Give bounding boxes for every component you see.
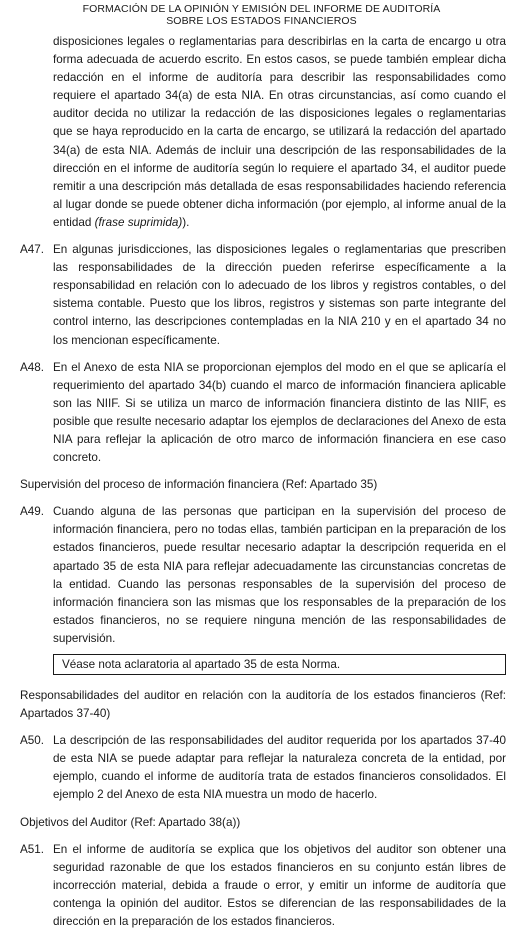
paragraph-number: A49.	[20, 505, 45, 519]
paragraph-a47	[20, 241, 506, 350]
paragraph-text: Cuando alguna de las personas que participan en la supervisión del proceso de información financiera, pero no todas ellas, también participan en la preparación de los estados financieros, puede resultar necesario adaptar la descripción requerida en el apartado 35 de esta NIA para reflejar adecuadamente las circunstancias concretas de la entidad. Cuando las personas responsables de la supervisión del proceso de información financiera son las mismas que los responsables de la preparación de los estados financieros, no se requiere ninguna mención de las responsabilidades de supervisión.	[53, 505, 506, 645]
running-header	[0, 3, 523, 27]
continuation-italic: (frase suprimida)	[94, 215, 183, 229]
section-heading-responsabilidades: Responsabilidades del auditor en relación con la auditoría de los estados financieros (Ref: Apartados 37-40)	[20, 689, 506, 721]
paragraph-a51	[20, 841, 506, 931]
paragraph-number: A47.	[20, 243, 45, 257]
header-line-2: SOBRE LOS ESTADOS FINANCIEROS	[166, 15, 357, 27]
paragraph-text: En el informe de auditoría se explica que los objetivos del auditor son obtener una seguridad razonable de que los estados financieros en su conjunto están libres de incorrección material, debida a fraude o error, y emitir un informe de auditoría que contenga la opinión del auditor. Estos se diferencian de las responsabilidades de la dirección en la preparación de los estados financieros.	[53, 842, 506, 929]
paragraph-number: A50.	[20, 734, 45, 748]
paragraph-text: En el Anexo de esta NIA se proporcionan ejemplos del modo en el que se aplicaría el requerimiento del apartado 34(b) cuando el marco de información financiera aplicable son las NIIF. Si se utiliza un marco de información financiera distinto de las NIIF, es posible que resulte necesario adaptar los ejemplos de declaraciones del Anexo de esta NIA para reflejar la aplicación de otro marco de información financiera en ese caso concreto.	[53, 360, 506, 465]
paragraph-a48	[20, 359, 506, 468]
continuation-text: disposiciones legales o reglamentarias para describirlas en la carta de encargo u otra forma adecuada de acuerdo escrito. En estos casos, se puede también emplear dicha redacción en el informe de auditoría para describir las responsabilidades como requiere el apartado 34(a) de esta NIA. En otras circunstancias, así como cuando el auditor decida no utilizar la redacción de las disposiciones legales o reglamentarias que se haya reproducido en la carta de encargo, se utilizará la redacción del apartado 34(a) de esta NIA. Además de incluir una descripción de las responsabilidades de la dirección en el informe de auditoría según lo requiere el apartado 34, el auditor puede remitir a una descripción más detallada de esas responsabilidades haciendo referencia al lugar donde se puede obtener dicha información (por ejemplo, al informe anual de la entidad	[53, 35, 506, 229]
note-box: Véase nota aclaratoria al apartado 35 de esta Norma.	[53, 654, 506, 675]
paragraph-a50	[20, 732, 506, 804]
section-heading-supervision: Supervisión del proceso de información financiera (Ref: Apartado 35)	[20, 478, 378, 492]
document-body	[20, 33, 506, 940]
continuation-paragraph	[20, 33, 506, 232]
paragraph-number: A48.	[20, 360, 45, 374]
continuation-end: ).	[182, 215, 190, 229]
paragraph-text: En algunas jurisdicciones, las disposiciones legales o reglamentarias que prescriben las responsabilidades de la dirección pueden referirse específicamente a la responsabilidad en relación con lo adecuado de los libros y registros contables, o del sistema contable. Puesto que los libros, registros y sistemas son parte integrante del control interno, las descripciones contempladas en la NIA 210 y en el apartado 34 no los mencionan específicamente.	[53, 243, 506, 347]
section-heading-objetivos: Objetivos del Auditor (Ref: Apartado 38(a))	[20, 815, 241, 829]
paragraph-text: La descripción de las responsabilidades del auditor requerida por los apartados 37-40 de esta NIA se puede adaptar para reflejar la naturaleza concreta de la entidad, por ejemplo, cuando el informe de auditoría trata de estados financieros consolidados. El ejemplo 2 del Anexo de esta NIA muestra un modo de hacerlo.	[53, 734, 506, 802]
header-line-1: FORMACIÓN DE LA OPINIÓN Y EMISIÓN DEL INFORME DE AUDITORÍA	[82, 3, 441, 15]
paragraph-number: A51.	[20, 842, 45, 856]
paragraph-a49	[20, 503, 506, 648]
